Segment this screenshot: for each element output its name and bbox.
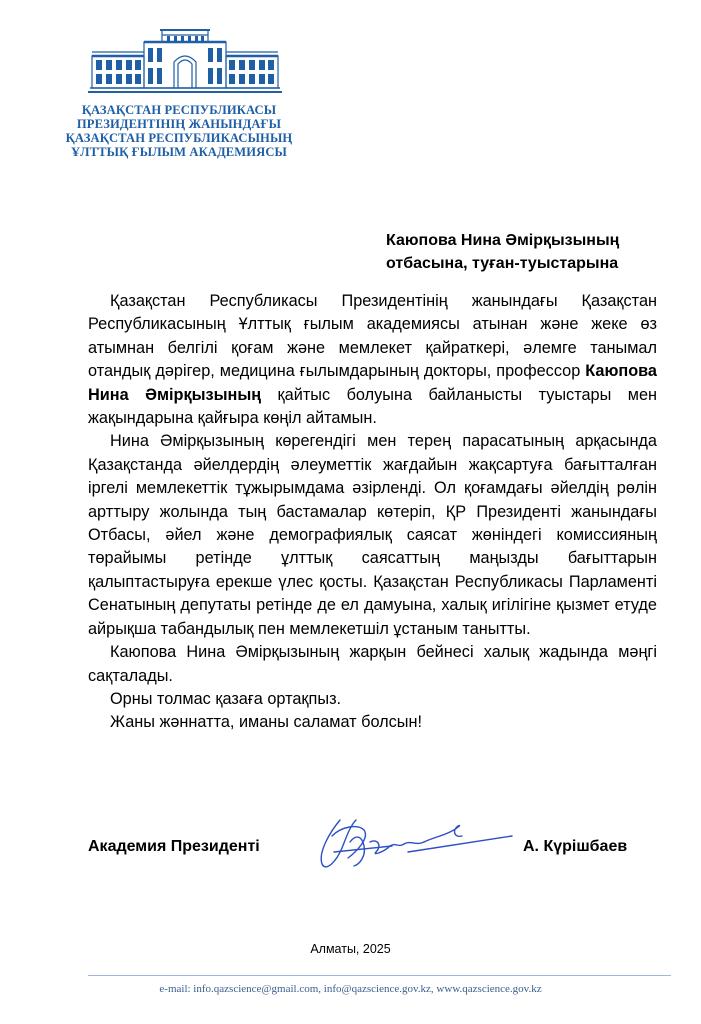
paragraph-1-start: Қазақстан Республикасы Президентінің жанындағы Қазақстан Республикасының Ұлттық ғылым академиясы атынан және жеке өз атымнан белгілі қоғам және мемлекет қайраткері, әлемге танымал отандық дәрігер, медицина ғылымдарының докторы, профессор <box>88 292 657 381</box>
deceased-name: Каюпова Нина Әмірқызының <box>88 362 657 404</box>
org-line-3: ҚАЗАҚСТАН РЕСПУБЛИКАСЫНЫҢ <box>65 131 293 145</box>
org-line-2: ПРЕЗИДЕНТІНІҢ ЖАНЫНДАҒЫ <box>76 117 282 131</box>
academy-building-logo-icon <box>88 26 282 96</box>
paragraph-3: Каюпова Нина Әмірқызының жарқын бейнесі халық жадында мәңгі сақталады. <box>88 643 657 685</box>
paragraph-5: Жаны жәннатта, иманы саламат болсын! <box>110 713 423 732</box>
letter-body <box>88 290 657 735</box>
org-line-4: ҰЛТТЫҚ ҒЫЛЫМ АКАДЕМИЯСЫ <box>70 145 287 159</box>
paragraph-1 <box>88 290 657 430</box>
addressee-line-1: Каюпова Нина Әмірқызының <box>386 232 620 249</box>
addressee-line-2: отбасына, туған-туыстарына <box>386 255 619 272</box>
footer-divider <box>88 975 671 976</box>
paragraph-2: Нина Әмірқызының көрегендігі мен терең парасатының арқасында Қазақстанда әйелдердің әлеуметтік жағдайын жақсартуға бағытталған іргелі мемлекеттік тұжырымдама әзірленді. Ол қоғамдағы әйелдің рөлін арттыру жолында тың бастамалар көтеріп, ҚР Президенті жанындағы Отбасы, әйел және демографиялық саясат жөніндегі комиссияның төрайымы ретінде ұлттық саясаттың маңызды бағыттарын қалыптастыруға ерекше үлес қосты. Қазақстан Республикасы Парламенті Сенатының депутаты ретінде де ел дамуына, халық игілігіне қызмет етуде айрықша табандылық пен мемлекетшіл ұстаным танытты. <box>88 432 657 638</box>
paragraph-1-end: қайтыс болуына байланысты туыстары мен жақындарына қайғыра көңіл айтамын. <box>88 385 657 428</box>
addressee-block <box>386 229 686 275</box>
paragraph-4: Орны толмас қазаға ортақпыз. <box>110 689 342 708</box>
org-line-1: ҚАЗАҚСТАН РЕСПУБЛИКАСЫ <box>81 103 277 117</box>
organization-name <box>40 103 318 159</box>
place-date: Алматы, 2025 <box>310 942 391 956</box>
signatory-name: А. Күрішбаев <box>523 838 628 855</box>
footer-contacts: e-mail: info.qazscience@gmail.com, info@qazscience.gov.kz, www.qazscience.gov.kz <box>159 983 542 995</box>
signatory-title: Академия Президенті <box>88 838 260 855</box>
handwritten-signature-icon <box>312 812 522 874</box>
